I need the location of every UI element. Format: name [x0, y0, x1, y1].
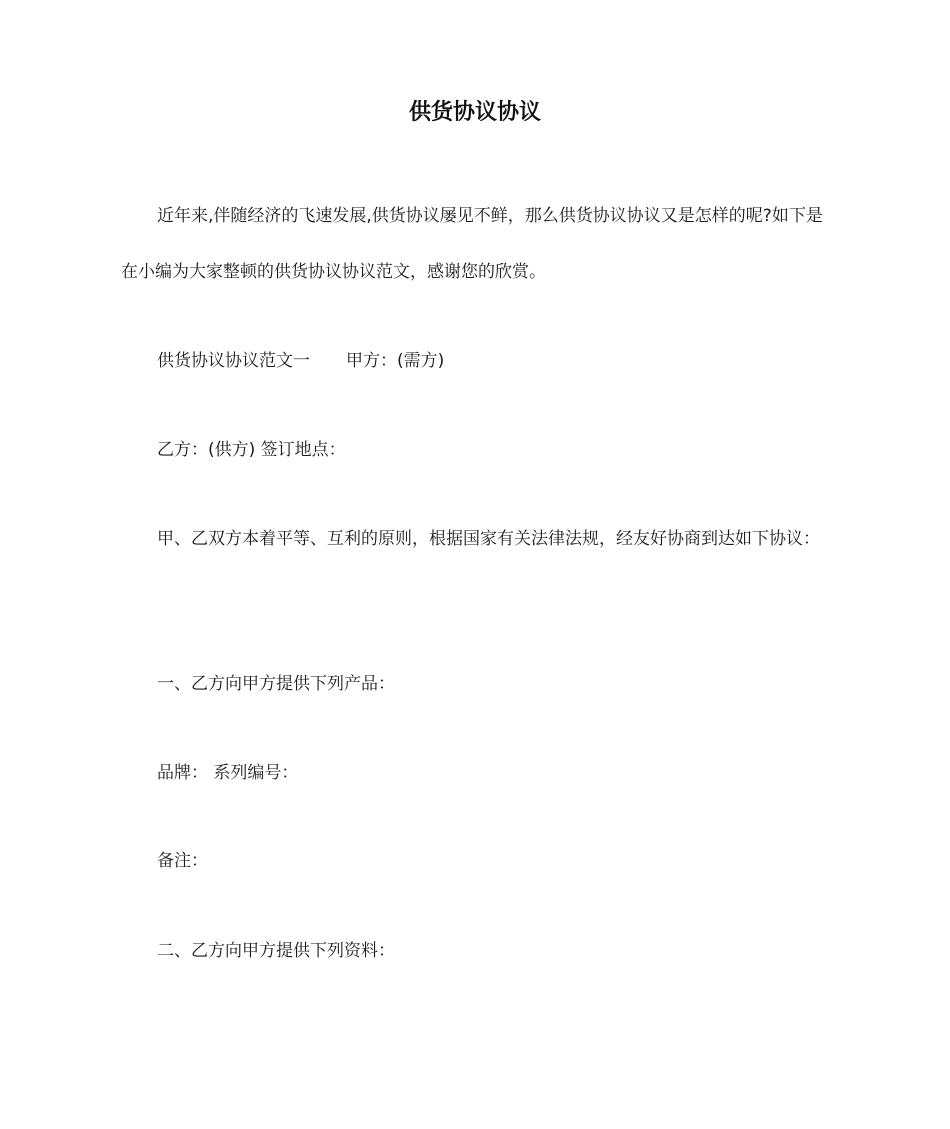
sample-heading-line [121, 333, 833, 389]
party-b-line: 乙方：(供方) 签订地点： [157, 440, 346, 460]
sample-heading: 供货协议协议范文一 [157, 351, 310, 371]
brand-line: 品牌： 系列编号： [157, 763, 299, 783]
document-title: 供货协议协议 [408, 100, 541, 125]
remark-line: 备注： [157, 851, 208, 871]
party-a-label: 甲方：(需方) [346, 351, 445, 371]
section-2-heading: 二、乙方向甲方提供下列资料： [157, 941, 395, 961]
principle-paragraph: 甲、乙双方本着平等、互利的原则，根据国家有关法律法规，经友好协商到达如下协议： [157, 529, 820, 549]
section-1-heading: 一、乙方向甲方提供下列产品： [157, 674, 395, 694]
intro-paragraph: 近年来,伴随经济的飞速发展,供货协议屡见不鲜，那么供货协议协议又是怎样的呢?如下是在小编为大家整顿的供货协议协议范文，感谢您的欣赏。 [121, 206, 823, 282]
